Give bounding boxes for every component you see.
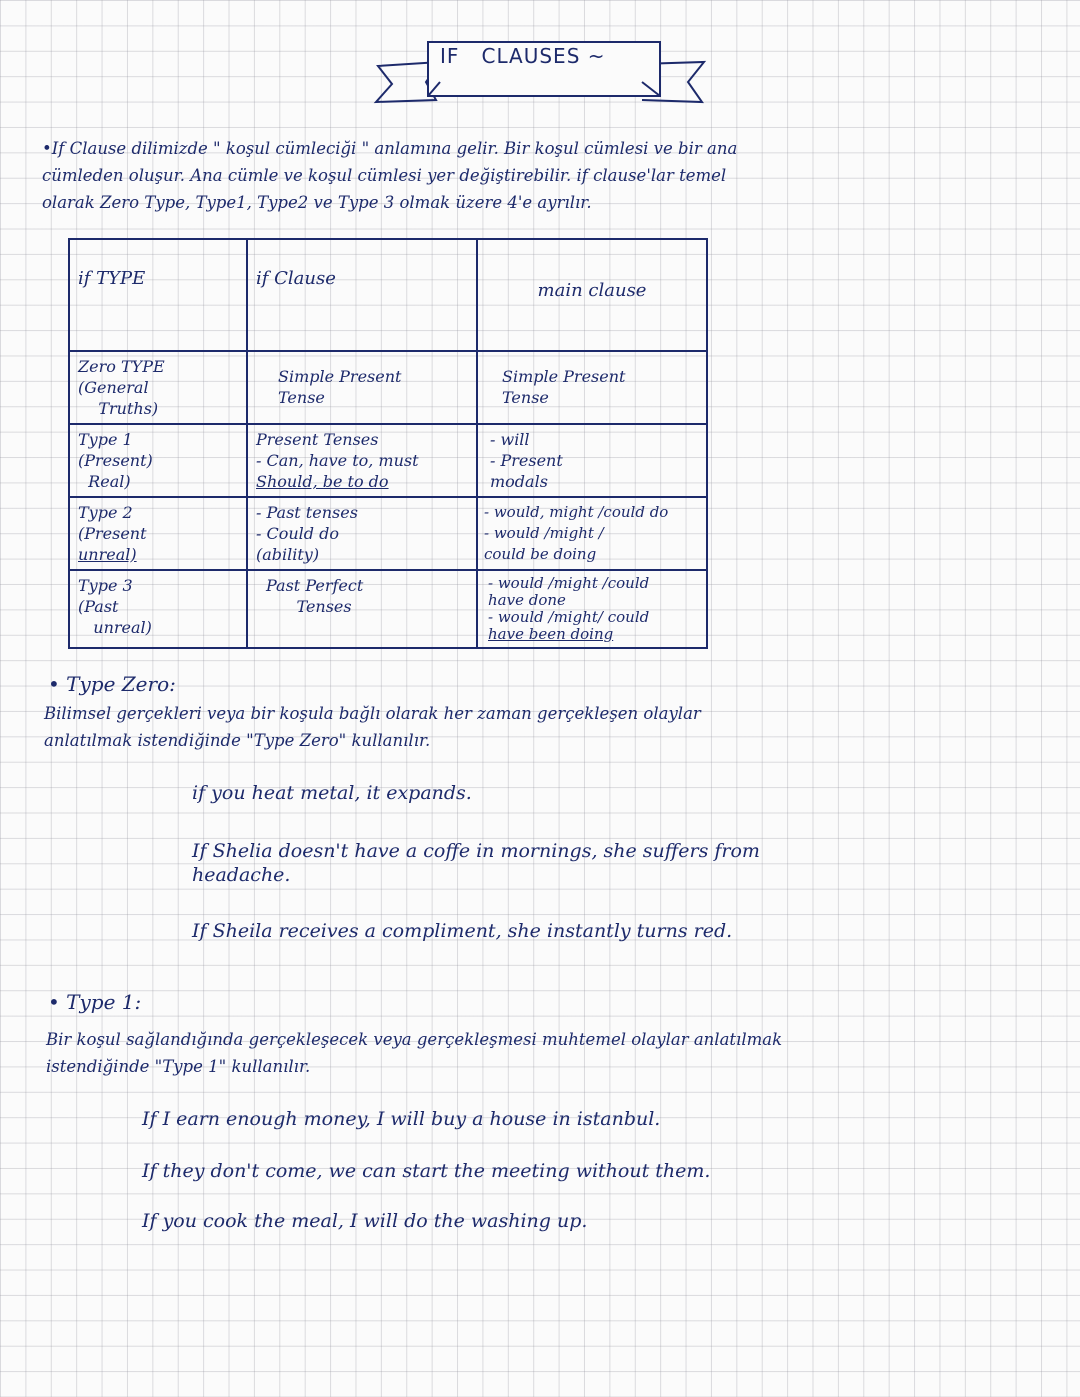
example-sentence: If Sheila receives a compliment, she instantly turns red. bbox=[192, 920, 733, 942]
cell-line: - Past tenses bbox=[256, 503, 358, 522]
cell-line: - Could do bbox=[256, 524, 339, 543]
header-if-clause: if Clause bbox=[247, 239, 477, 351]
intro-paragraph bbox=[42, 135, 1032, 216]
example-sentence: If they don't come, we can start the meeting without them. bbox=[142, 1160, 711, 1182]
cell-line: unreal) bbox=[78, 618, 152, 637]
type-one-description bbox=[46, 1026, 1046, 1080]
cell-line: (General bbox=[78, 378, 149, 397]
cell-line: (Present bbox=[78, 524, 147, 543]
cell-line: Present Tenses bbox=[256, 430, 379, 449]
cell-line: Tense bbox=[278, 388, 325, 407]
cell-line: Type 2 bbox=[78, 503, 133, 522]
type-zero-heading: • Type Zero: bbox=[48, 672, 176, 696]
cell-line: have done bbox=[488, 591, 566, 609]
page-title: IF CLAUSES ~ bbox=[440, 44, 606, 68]
table-row bbox=[69, 497, 707, 570]
cell-line: modals bbox=[490, 472, 548, 491]
cell-line: - Can, have to, must bbox=[256, 451, 419, 470]
cell-line: have been doing bbox=[488, 625, 614, 643]
header-if-type: if TYPE bbox=[69, 239, 247, 351]
cell-line: (ability) bbox=[256, 545, 320, 564]
example-sentence: if you heat metal, it expands. bbox=[192, 782, 472, 804]
example-sentence: headache. bbox=[192, 864, 291, 886]
cell-type bbox=[69, 424, 247, 497]
cell-if-clause bbox=[247, 351, 477, 424]
cell-line: Type 1 bbox=[78, 430, 133, 449]
cell-type bbox=[69, 570, 247, 648]
cell-line: - would /might /could bbox=[488, 574, 650, 592]
example-sentence: If you cook the meal, I will do the washing up. bbox=[142, 1210, 588, 1232]
cell-line: Type 3 bbox=[78, 576, 133, 595]
header-main-clause: main clause bbox=[477, 239, 707, 351]
cell-line: could be doing bbox=[484, 545, 597, 563]
table-header-row bbox=[69, 239, 707, 351]
intro-line: cümleden oluşur. Ana cümle ve koşul cümlesi yer değiştirebilir. if clause'lar temel bbox=[42, 166, 727, 185]
cell-main-clause bbox=[477, 497, 707, 570]
type-zero-description bbox=[44, 700, 1044, 754]
cell-if-clause bbox=[247, 570, 477, 648]
example-sentence: If Shelia doesn't have a coffe in mornings, she suffers from bbox=[192, 840, 760, 862]
cell-type bbox=[69, 497, 247, 570]
cell-main-clause bbox=[477, 424, 707, 497]
cell-main-clause bbox=[477, 570, 707, 648]
description-line: anlatılmak istendiğinde "Type Zero" kullanılır. bbox=[44, 731, 431, 750]
cell-line: (Past bbox=[78, 597, 119, 616]
intro-line: •If Clause dilimizde " koşul cümleciği " anlamına gelir. Bir koşul cümlesi ve bir ana bbox=[42, 139, 738, 158]
cell-if-clause bbox=[247, 497, 477, 570]
cell-line: Truths) bbox=[78, 399, 159, 418]
cell-line: Simple Present bbox=[502, 367, 626, 386]
cell-line: - would /might / bbox=[484, 524, 604, 542]
cell-if-clause bbox=[247, 424, 477, 497]
description-line: istendiğinde "Type 1" kullanılır. bbox=[46, 1057, 311, 1076]
table-row bbox=[69, 570, 707, 648]
cell-line: Tenses bbox=[266, 597, 352, 616]
description-line: Bilimsel gerçekleri veya bir koşula bağlı olarak her zaman gerçekleşen olaylar bbox=[44, 704, 701, 723]
table-row bbox=[69, 351, 707, 424]
description-line: Bir koşul sağlandığında gerçekleşecek veya gerçekleşmesi muhtemel olaylar anlatılmak bbox=[46, 1030, 783, 1049]
cell-line: Should, be to do bbox=[256, 472, 389, 491]
cell-line: (Present) bbox=[78, 451, 153, 470]
cell-main-clause bbox=[477, 351, 707, 424]
type-one-heading: • Type 1: bbox=[48, 990, 142, 1014]
table-row bbox=[69, 424, 707, 497]
cell-line: Zero TYPE bbox=[78, 357, 165, 376]
intro-line: olarak Zero Type, Type1, Type2 ve Type 3 olmak üzere 4'e ayrılır. bbox=[42, 193, 592, 212]
cell-line: Past Perfect bbox=[266, 576, 364, 595]
cell-line: Tense bbox=[502, 388, 549, 407]
cell-line: Simple Present bbox=[278, 367, 402, 386]
cell-type bbox=[69, 351, 247, 424]
cell-line: - will bbox=[490, 430, 530, 449]
example-sentence: If I earn enough money, I will buy a house in istanbul. bbox=[142, 1108, 661, 1130]
cell-line: unreal) bbox=[78, 545, 137, 564]
cell-line: Real) bbox=[78, 472, 131, 491]
cell-line: - Present bbox=[490, 451, 563, 470]
cell-line: - would, might /could do bbox=[484, 503, 669, 521]
if-types-table bbox=[68, 238, 708, 649]
cell-line: - would /might/ could bbox=[488, 608, 650, 626]
